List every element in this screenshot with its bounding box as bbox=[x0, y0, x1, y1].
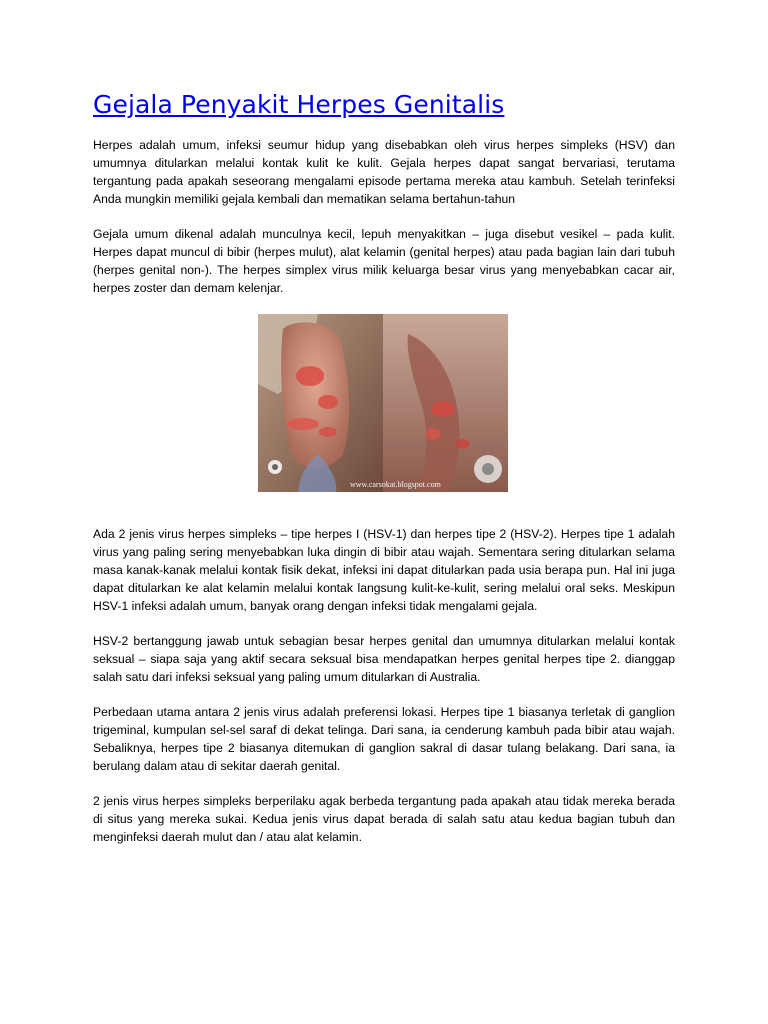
document-page bbox=[93, 88, 675, 863]
paragraph-6: 2 jenis virus herpes simpleks berperilaku agak berbeda tergantung pada apakah atau tidak mereka berada di situs yang mereka sukai. Kedua jenis virus dapat berada di salah satu atau kedua bagian tubuh dan menginfeksi daerah mulut dan / atau alat kelamin. bbox=[93, 794, 675, 844]
lesion-4 bbox=[431, 401, 455, 417]
lesion-1 bbox=[296, 366, 324, 386]
photo-watermark: www.carsokat.blogspot.com bbox=[350, 480, 441, 489]
lesion-2 bbox=[318, 395, 338, 409]
document-title-link[interactable]: Gejala Penyakit Herpes Genitalis bbox=[93, 90, 505, 119]
medical-photo-illustration bbox=[258, 314, 508, 492]
paragraph-3: Ada 2 jenis virus herpes simpleks – tipe herpes I (HSV-1) dan herpes tipe 2 (HSV-2). Herpes tipe 1 adalah virus yang paling sering menyebabkan luka dingin di bibir atau wajah. Sementara sering ditularkan selama masa kanak-kanak melalui kontak fisik dekat, infeksi ini dapat ditularkan pada usia berapa pun. Hal ini juga dapat ditularkan ke alat kelamin melalui kontak langsung kulit-ke-kulit, sering melalui oral seks. Meskipun HSV-1 infeksi adalah umum, banyak orang dengan infeksi tidak mengalami gejala. bbox=[93, 527, 675, 613]
paragraph-2: Gejala umum dikenal adalah munculnya kecil, lepuh menyakitkan – juga disebut vesikel – pada kulit. Herpes dapat muncul di bibir (herpes mulut), alat kelamin (genital herpes) atau pada bagian lain dari tubuh (herpes genital non-). The herpes simplex virus milik keluarga besar virus yang menyebabkan cacar air, herpes zoster dan demam kelenjar. bbox=[93, 227, 675, 295]
left-photo-subject bbox=[281, 322, 349, 468]
paragraph-1: Herpes adalah umum, infeksi seumur hidup yang disebabkan oleh virus herpes simpleks (HSV) dan umumnya ditularkan melalui kontak kulit ke kulit. Gejala herpes dapat sangat bervariasi, terutama tergantung pada apakah seseorang mengalami episode pertama mereka atau kambuh. Setelah terinfeksi Anda mungkin memiliki gejala kembali dan mematikan selama bertahun-tahun bbox=[93, 138, 675, 206]
lesion-5 bbox=[425, 428, 441, 440]
medical-photo bbox=[258, 314, 508, 492]
lesion-3 bbox=[287, 418, 319, 430]
paragraph-4: HSV-2 bertanggung jawab untuk sebagian besar herpes genital dan umumnya ditularkan melalui kontak seksual – siapa saja yang aktif secara seksual bisa mendapatkan herpes genital herpes tipe 2. dianggap salah satu dari infeksi seksual yang paling umum ditularkan di Australia. bbox=[93, 634, 675, 684]
paragraph-5: Perbedaan utama antara 2 jenis virus adalah preferensi lokasi. Herpes tipe 1 biasanya terletak di ganglion trigeminal, kumpulan sel-sel saraf di dekat telinga. Dari sana, ia cenderung kambuh pada bibir atau wajah. Sebaliknya, herpes tipe 2 biasanya ditemukan di ganglion sakral di dasar tulang belakang. Dari sana, ia berulang dalam atau di sekitar daerah genital. bbox=[93, 705, 675, 773]
